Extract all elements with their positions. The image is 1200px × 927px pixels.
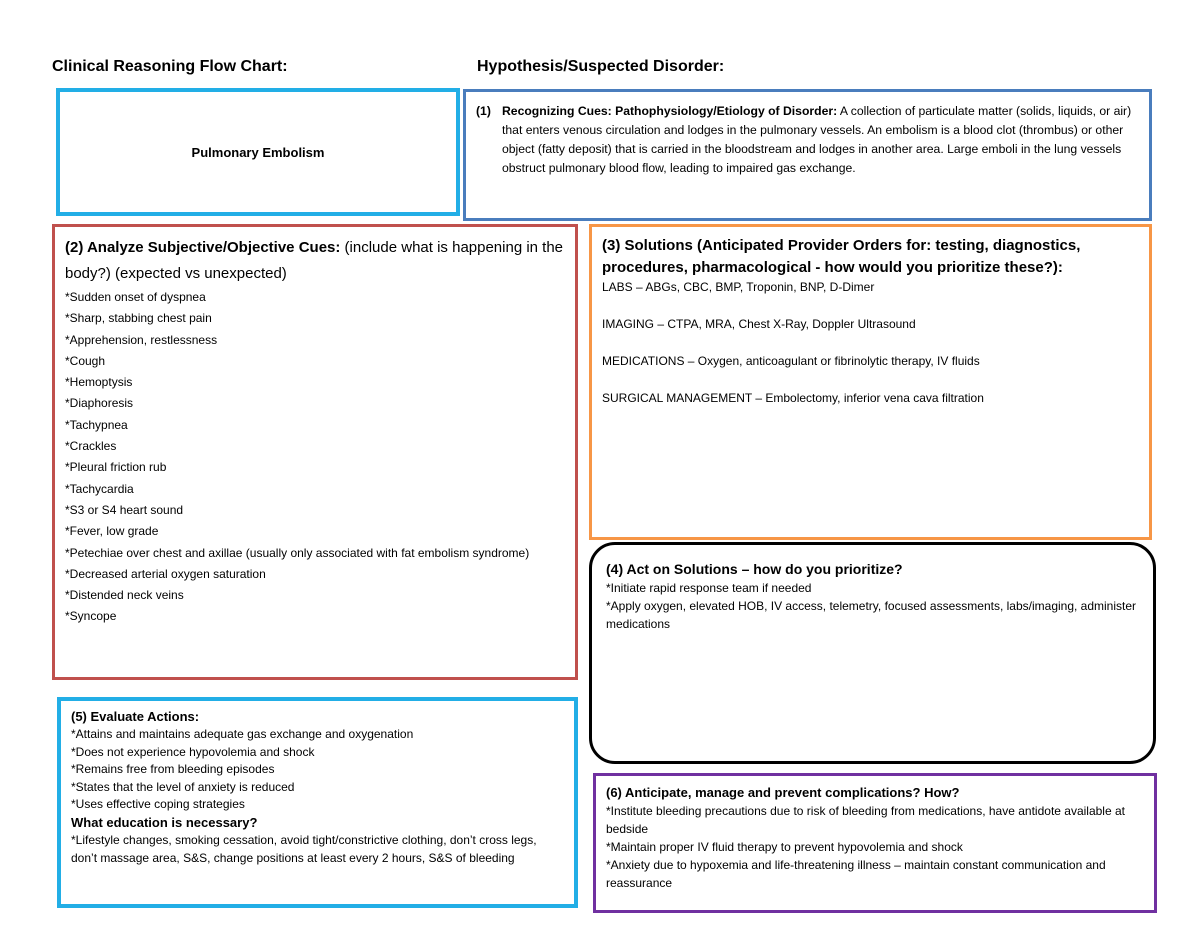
section2-title: (2) Analyze Subjective/Objective Cues: [65, 239, 341, 256]
diagnosis-text: Pulmonary Embolism [191, 144, 325, 160]
list-item: *Sharp, stabbing chest pain [65, 311, 212, 326]
section-analyze-cues [52, 224, 578, 680]
list-item: *Apply oxygen, elevated HOB, IV access, telemetry, focused assessments, labs/imaging, administer medications [606, 599, 1137, 631]
list-item: *Institute bleeding precautions due to risk of bleeding from medications, have antidote available at bedside [606, 804, 1125, 836]
list-item: *Petechiae over chest and axillae (usually only associated with fat embolism syndrome) [65, 545, 530, 560]
section-act-on-solutions [589, 542, 1156, 764]
evaluation-list [71, 726, 564, 814]
list-item: *Pleural friction rub [65, 460, 167, 475]
education-title: What education is necessary? [71, 814, 258, 830]
solution-labs: LABS – ABGs, CBC, BMP, Troponin, BNP, D-Dimer [602, 280, 875, 294]
list-item: *Fever, low grade [65, 524, 159, 539]
list-item: *Distended neck veins [65, 588, 184, 603]
section2-subtitle: (include what is happening in the body?) (expected vs unexpected) [65, 239, 564, 282]
list-item: *Attains and maintains adequate gas exchange and oxygenation [71, 727, 414, 741]
solution-imaging: IMAGING – CTPA, MRA, Chest X-Ray, Doppler Ultrasound [602, 317, 916, 331]
section6-title: (6) Anticipate, manage and prevent complications? How? [606, 785, 960, 800]
diagnosis-box [56, 88, 460, 216]
list-item: *Apprehension, restlessness [65, 332, 218, 347]
list-item: *Decreased arterial oxygen saturation [65, 566, 266, 581]
cues-list [65, 287, 565, 628]
section-recognizing-cues [463, 89, 1152, 221]
list-item: *Tachypnea [65, 417, 128, 432]
section-evaluate-actions [57, 697, 578, 908]
section-complications [593, 773, 1157, 913]
list-item: *Uses effective coping strategies [71, 797, 245, 812]
section1-number: (1) [476, 104, 491, 118]
list-item: *Does not experience hypovolemia and shock [71, 744, 315, 759]
list-item: *Anxiety due to hypoxemia and life-threatening illness – maintain constant communication and reassurance [606, 858, 1106, 890]
list-item: *Syncope [65, 609, 117, 624]
actions-list [606, 579, 1139, 633]
hypothesis-heading: Hypothesis/Suspected Disorder: [477, 58, 725, 75]
list-item: *Crackles [65, 439, 117, 454]
solution-medications: MEDICATIONS – Oxygen, anticoagulant or fibrinolytic therapy, IV fluids [602, 354, 980, 368]
list-item: *Diaphoresis [65, 396, 134, 411]
section-solutions [589, 224, 1152, 540]
section1-title: Recognizing Cues: Pathophysiology/Etiology of Disorder: [502, 104, 838, 118]
list-item: *Hemoptysis [65, 375, 133, 390]
list-item: *Remains free from bleeding episodes [71, 762, 275, 777]
complications-list [606, 802, 1144, 892]
list-item: *Initiate rapid response team if needed [606, 581, 812, 595]
list-item: *S3 or S4 heart sound [65, 502, 184, 517]
section3-title: (3) Solutions (Anticipated Provider Orders for: testing, diagnostics, procedures, pharmacological - how would you prioritize these?): [602, 237, 1081, 276]
solution-surgical: SURGICAL MANAGEMENT – Embolectomy, inferior vena cava filtration [602, 391, 984, 405]
section5-title: (5) Evaluate Actions: [71, 709, 200, 724]
section1-text: A collection of particulate matter (solids, liquids, or air) that enters venous circulation and lodges in the pulmonary vessels. An embolism is a blood clot (thrombus) or other object (fatty deposit) that is carried in the bloodstream and lodges in another area. Large emboli in the lung vessels obstruct pulmonary blood flow, leading to impaired gas exchange. [502, 104, 1132, 175]
education-text: *Lifestyle changes, smoking cessation, avoid tight/constrictive clothing, don’t cross legs, don’t massage area, S&S, change positions at least every 2 hours, S&S of bleeding [71, 832, 537, 865]
list-item: *Sudden onset of dyspnea [65, 290, 206, 304]
list-item: *Maintain proper IV fluid therapy to prevent hypovolemia and shock [606, 840, 963, 854]
list-item: *Tachycardia [65, 481, 134, 496]
page-title: Clinical Reasoning Flow Chart: [52, 58, 288, 75]
list-item: *States that the level of anxiety is reduced [71, 779, 295, 794]
list-item: *Cough [65, 353, 106, 368]
section4-title: (4) Act on Solutions – how do you prioritize? [606, 561, 903, 577]
